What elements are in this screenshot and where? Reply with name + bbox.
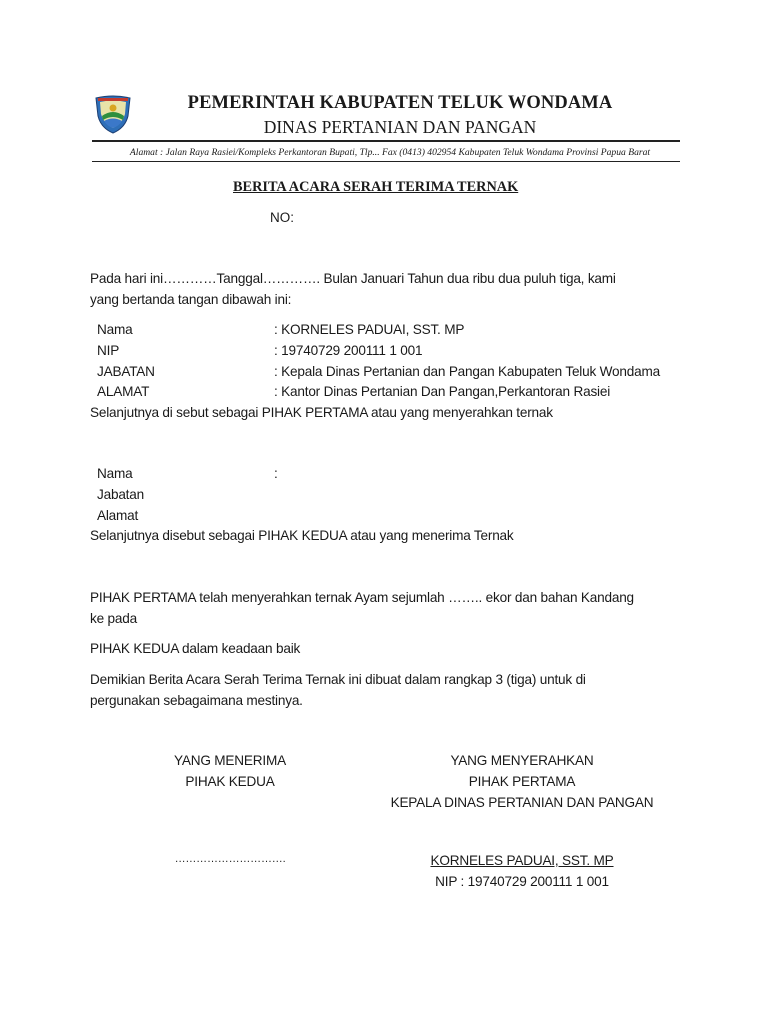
party-two-name-label: Nama: [97, 466, 133, 481]
department-title: DINAS PERTANIAN DAN PANGAN: [263, 117, 537, 137]
letterhead-divider-thin: [92, 161, 680, 162]
office-address: Alamat : Jalan Raya Rasiei/Kompleks Perkantoran Bupati, Tlp... Fax (0413) 402954 Kabupaten Teluk Wondama Provinsi Papua Barat: [129, 147, 651, 158]
condition-statement: PIHAK KEDUA dalam keadaan baik: [90, 641, 301, 656]
receiver-title: YANG MENERIMA: [174, 753, 286, 768]
party-one-name-value: : KORNELES PADUAI, SST. MP: [274, 322, 465, 337]
party-two-designation: Selanjutnya disebut sebagai PIHAK KEDUA atau yang menerima Ternak: [90, 528, 514, 543]
party-one-position-value: : Kepala Dinas Pertanian dan Pangan Kabupaten Teluk Wondama: [274, 364, 660, 379]
institution-title: PEMERINTAH KABUPATEN TELUK WONDAMA: [187, 93, 613, 113]
intro-line-2: yang bertanda tangan dibawah ini:: [90, 292, 292, 307]
giver-nip: NIP : 19740729 200111 1 001: [435, 874, 609, 889]
document-title: BERITA ACARA SERAH TERIMA TERNAK: [233, 179, 519, 195]
receiver-party: PIHAK KEDUA: [185, 774, 275, 789]
giver-title: YANG MENYERAHKAN: [450, 753, 594, 768]
party-one-address-value: : Kantor Dinas Pertanian Dan Pangan,Perkantoran Rasiei: [274, 384, 611, 399]
handover-statement-line-1: PIHAK PERTAMA telah menyerahkan ternak Ayam sejumlah …….. ekor dan bahan Kandang: [90, 590, 634, 605]
party-two-position-label: Jabatan: [97, 487, 144, 502]
receiver-name-placeholder: ………………………….: [174, 853, 286, 865]
closing-statement-line-2: pergunakan sebagaimana mestinya.: [90, 693, 303, 708]
giver-name: KORNELES PADUAI, SST. MP: [430, 853, 614, 868]
closing-statement-line-1: Demikian Berita Acara Serah Terima Ternak ini dibuat dalam rangkap 3 (tiga) untuk di: [90, 672, 586, 687]
document-number-label: NO:: [270, 210, 295, 225]
handover-statement-line-2: ke pada: [90, 611, 137, 626]
letterhead-divider-thick: [92, 140, 680, 142]
party-one-name-label: Nama: [97, 322, 133, 337]
giver-position: KEPALA DINAS PERTANIAN DAN PANGAN: [390, 795, 654, 810]
party-one-position-label: JABATAN: [97, 364, 155, 379]
party-one-address-label: ALAMAT: [97, 384, 150, 399]
intro-line-1: Pada hari ini…………Tanggal…………. Bulan Januari Tahun dua ribu dua puluh tiga, kami: [90, 271, 616, 286]
giver-party: PIHAK PERTAMA: [468, 774, 576, 789]
party-one-nip-label: NIP: [97, 343, 120, 358]
party-one-designation: Selanjutnya di sebut sebagai PIHAK PERTAMA atau yang menyerahkan ternak: [90, 405, 553, 420]
party-two-name-value: :: [274, 466, 278, 481]
party-two-address-label: Alamat: [97, 508, 139, 523]
party-one-nip-value: : 19740729 200111 1 001: [274, 343, 423, 358]
